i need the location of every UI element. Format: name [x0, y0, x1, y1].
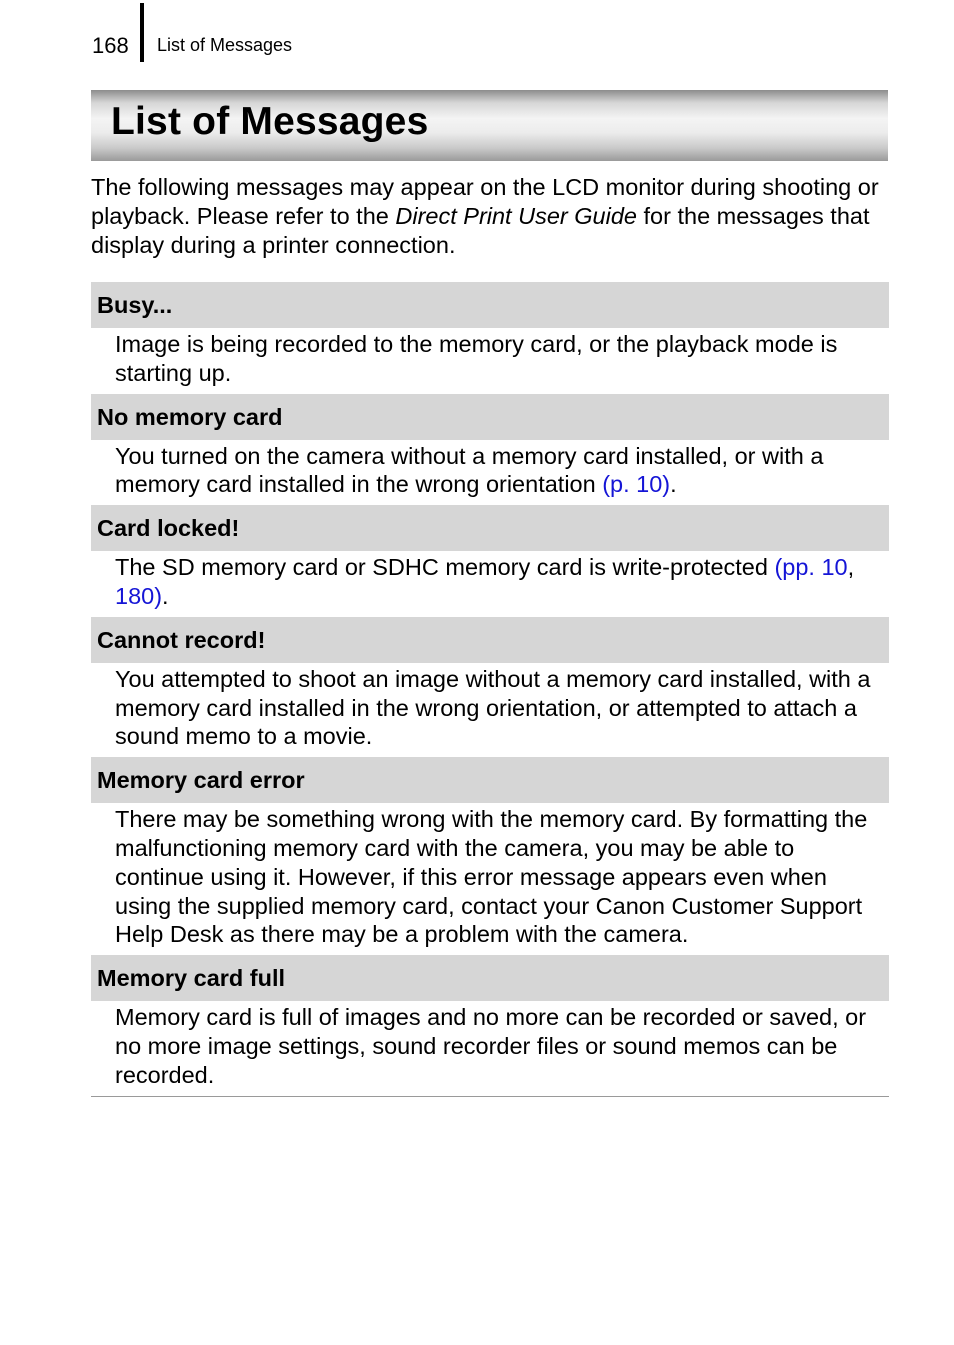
message-description-no-memory-card [91, 440, 889, 506]
description-period: . [162, 582, 169, 609]
running-title: List of Messages [157, 35, 293, 55]
message-heading-memory-card-full: Memory card full [91, 955, 889, 1001]
reference-separator: , [847, 554, 855, 581]
description-text: The SD memory card or SDHC memory card is write-protected [115, 554, 775, 581]
message-description-memory-card-error [91, 803, 889, 955]
message-list [91, 282, 889, 1097]
page-reference-link[interactable]: 180) [115, 582, 163, 609]
section-end-divider [91, 1096, 889, 1097]
description-period: . [670, 471, 677, 498]
description-text: There may be something wrong with the memory card. By formatting the malfunctioning memory card with the camera, you may be able to continue using it. However, if this error message appears even when using the supplied memory card, contact your Canon Customer Support Help Desk as there may be a problem with the camera. [115, 806, 868, 948]
message-heading-card-locked: Card locked! [91, 505, 889, 551]
message-heading-no-memory-card: No memory card [91, 394, 889, 440]
header-divider [140, 3, 144, 62]
description-text: You turned on the camera without a memory card installed, or with a memory card installed in the wrong orientation [115, 442, 824, 498]
message-heading-cannot-record: Cannot record! [91, 617, 889, 663]
page-reference-link[interactable]: (pp. 10 [774, 554, 848, 581]
message-heading-busy: Busy... [91, 282, 889, 328]
message-description-cannot-record [91, 663, 889, 757]
message-description-memory-card-full [91, 1001, 889, 1095]
message-heading-memory-card-error: Memory card error [91, 757, 889, 803]
guide-title: Direct Print User Guide [395, 202, 637, 229]
description-text: Memory card is full of images and no more can be recorded or saved, or no more image settings, sound recorder files or sound memos can be recorded. [115, 1004, 867, 1088]
intro-paragraph [91, 173, 891, 259]
intro-text-start: The following messages may appear on the LCD monitor during shooting or playback. Please refer to the [91, 174, 879, 229]
message-description-busy [91, 328, 889, 394]
page-title: List of Messages [111, 100, 429, 143]
description-text: You attempted to shoot an image without a memory card installed, with a memory card installed in the wrong orientation, or attempted to attach a sound memo to a movie. [115, 665, 871, 750]
page-number: 168 [92, 33, 129, 58]
title-banner [91, 90, 888, 161]
message-description-card-locked [91, 551, 889, 617]
page-reference-link[interactable]: (p. 10) [602, 471, 671, 498]
description-text: Image is being recorded to the memory card, or the playback mode is starting up. [115, 331, 838, 386]
intro-text-end: for the messages that display during a printer connection. [91, 202, 870, 258]
